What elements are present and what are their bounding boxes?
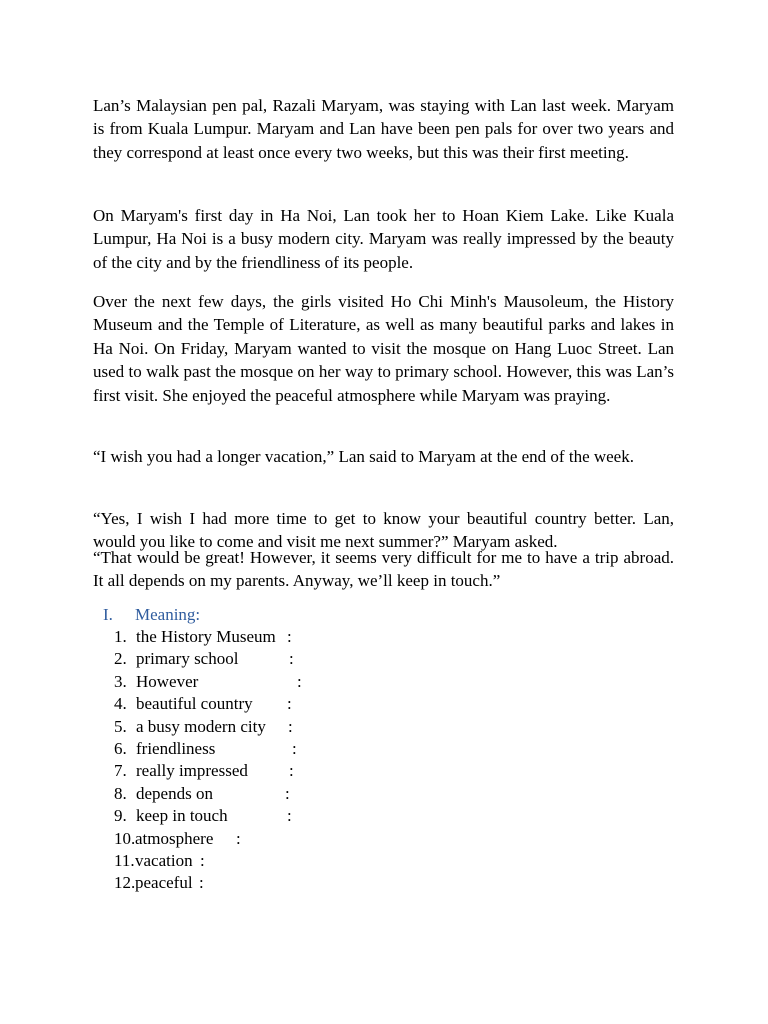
vocab-term: keep in touch <box>136 806 228 826</box>
vocab-number: 3. <box>114 671 127 691</box>
vocab-colon: : <box>292 739 297 758</box>
paragraph-longer-vacation: “I wish you had a longer vacation,” Lan said to Maryam at the end of the week. <box>93 447 634 466</box>
vocab-number: 9. <box>114 806 127 826</box>
vocab-colon: : <box>289 761 294 781</box>
vocab-number: 5. <box>114 716 127 736</box>
vocab-number: 12. <box>114 873 136 893</box>
vocab-number: 8. <box>114 783 127 803</box>
vocab-colon: : <box>297 671 302 691</box>
vocab-term: really impressed <box>136 761 248 781</box>
vocab-number: 10. <box>114 828 136 848</box>
vocab-colon: : <box>287 627 292 646</box>
vocab-number: 11. <box>114 851 135 870</box>
vocab-colon: : <box>199 873 204 893</box>
paragraph-intro: Lan’s Malaysian pen pal, Razali Maryam, was staying with Lan last week. Maryam is from Kuala Lumpur. Maryam and Lan have been pen pals for over two years and they correspond at least once every two weeks, but this was their first meeting. <box>93 96 674 162</box>
vocab-term: atmosphere <box>135 828 214 848</box>
paragraph-first-day: On Maryam's first day in Ha Noi, Lan took her to Hoan Kiem Lake. Like Kuala Lumpur, Ha Noi is a busy modern city. Maryam was really impressed by the beauty of the city and by the friendliness of its people. <box>93 206 674 272</box>
vocab-colon: : <box>200 851 205 870</box>
vocab-colon: : <box>236 828 241 848</box>
vocab-term: peaceful <box>135 873 193 893</box>
section-number: I. <box>103 605 113 624</box>
vocab-number: 2. <box>114 649 127 669</box>
paragraph-next-days: Over the next few days, the girls visited Ho Chi Minh's Mausoleum, the History Museum and the Temple of Literature, as well as many beautiful parks and lakes in Ha Noi. On Friday, Maryam wanted to visit the mosque on Hang Luoc Street. Lan used to walk past the mosque on her way to primary school. However, this was Lan’s first visit. She enjoyed the peaceful atmosphere while Maryam was praying. <box>93 292 674 405</box>
vocab-term: beautiful country <box>136 694 253 714</box>
paragraph-visit-invitation: “Yes, I wish I had more time to get to know your beautiful country better. Lan, would you like to come and visit me next summer?” Maryam asked. <box>93 509 674 552</box>
vocab-term: friendliness <box>136 739 216 758</box>
vocab-term: a busy modern city <box>136 716 266 736</box>
vocab-colon: : <box>288 716 293 736</box>
vocab-colon: : <box>287 694 292 714</box>
vocab-number: 6. <box>114 739 127 758</box>
paragraph-reply: “That would be great! However, it seems very difficult for me to have a trip abroad. It all depends on my parents. Anyway, we’ll keep in touch.” <box>93 548 674 591</box>
vocab-term: However <box>136 671 199 691</box>
vocab-number: 1. <box>114 627 127 646</box>
vocab-term: the History Museum <box>136 627 276 646</box>
vocab-term: depends on <box>136 783 213 803</box>
vocab-term: vacation <box>135 851 193 870</box>
section-heading-meaning <box>103 603 200 626</box>
vocab-number: 7. <box>114 761 127 781</box>
vocab-colon: : <box>287 806 292 826</box>
vocab-colon: : <box>289 649 294 669</box>
vocab-term: primary school <box>136 649 239 669</box>
vocab-number: 4. <box>114 694 127 714</box>
section-title: Meaning: <box>135 605 201 624</box>
vocab-colon: : <box>285 783 290 803</box>
